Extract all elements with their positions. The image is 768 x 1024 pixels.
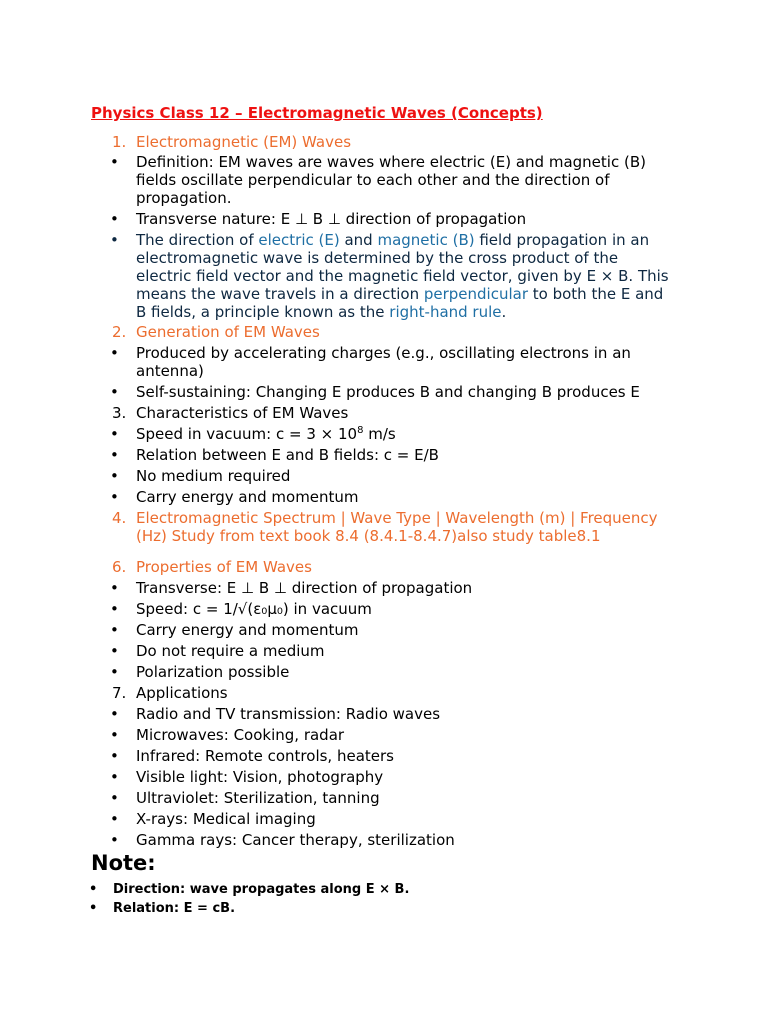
numbered-item <box>0 558 676 576</box>
list-number: 2. <box>112 323 127 341</box>
item-text: Carry energy and momentum <box>136 621 359 639</box>
superscript: 8 <box>357 425 364 436</box>
numbered-item <box>0 684 676 702</box>
item-text: Visible light: Vision, photography <box>136 768 384 786</box>
bullet-marker: • <box>110 789 119 807</box>
item-text: Self-sustaining: Changing E produces B and changing B produces E <box>136 383 640 401</box>
list-number: 7. <box>112 684 127 702</box>
item-text: Definition: EM waves are waves where electric (E) and magnetic (B) fields oscillate perpendicular to each other and the direction of propagation. <box>136 153 646 207</box>
item-text: field propagation in an electromagnetic wave is determined by the cross product of the electric field vector and the magnetic field vector, given by E × B. This means the wave travels in a direction <box>136 231 669 303</box>
item-text: Applications <box>136 684 228 702</box>
item-text: Produced by accelerating charges (e.g., oscillating electrons in an antenna) <box>136 344 631 380</box>
bullet-marker: • <box>110 344 119 362</box>
bullet-marker: • <box>110 663 119 681</box>
item-text: Electromagnetic (EM) Waves <box>136 133 352 151</box>
bullet-marker: • <box>110 231 119 249</box>
item-text: perpendicular <box>423 285 528 303</box>
numbered-item <box>0 323 676 341</box>
bullet-marker: • <box>110 467 119 485</box>
item-text: Do not require a medium <box>136 642 325 660</box>
bullet-item <box>0 231 676 321</box>
item-text: to both the E and B fields, a principle known as the <box>136 285 664 321</box>
item-text: Microwaves: Cooking, radar <box>136 726 345 744</box>
bullet-marker: • <box>110 768 119 786</box>
numbered-item <box>0 509 676 545</box>
item-text: Gamma rays: Cancer therapy, sterilization <box>136 831 455 849</box>
item-text: The direction of <box>136 231 259 249</box>
item-text: magnetic (B) <box>377 231 475 249</box>
bullet-marker: • <box>110 210 119 228</box>
note-text: Relation: E = cB. <box>113 901 236 916</box>
bullet-item <box>0 446 676 464</box>
item-text: and <box>339 231 378 249</box>
bullet-item <box>0 383 676 401</box>
bullet-marker: • <box>110 726 119 744</box>
bullet-marker: • <box>89 901 98 916</box>
note-heading: Note: <box>91 851 156 875</box>
item-text: No medium required <box>136 467 291 485</box>
bullet-item <box>0 425 676 443</box>
bullet-item <box>0 726 676 744</box>
list-number: 6. <box>112 558 127 576</box>
numbered-item <box>0 404 676 422</box>
bullet-item <box>0 344 676 380</box>
numbered-item <box>0 133 676 151</box>
item-text: Speed in vacuum: c = 3 × 10 <box>136 425 358 443</box>
bullet-item <box>0 705 676 723</box>
item-text: Properties of EM Waves <box>136 558 312 576</box>
bullet-item <box>0 663 676 681</box>
list-number: 1. <box>112 133 127 151</box>
bullet-item <box>0 768 676 786</box>
item-text: Carry energy and momentum <box>136 488 359 506</box>
note-text: Direction: wave propagates along E × B. <box>113 882 410 897</box>
bullet-marker: • <box>110 153 119 171</box>
note-item <box>0 880 768 899</box>
item-text: Speed: c = 1/√(ε₀μ₀) in vacuum <box>136 600 372 618</box>
bullet-marker: • <box>110 747 119 765</box>
bullet-item <box>0 210 676 228</box>
item-text: Relation between E and B fields: c = E/B <box>136 446 439 464</box>
item-text: Characteristics of EM Waves <box>136 404 349 422</box>
item-text: Infrared: Remote controls, heaters <box>136 747 394 765</box>
bullet-marker: • <box>110 488 119 506</box>
item-text: . <box>501 303 507 321</box>
bullet-item <box>0 642 676 660</box>
bullet-marker: • <box>110 446 119 464</box>
bullet-marker: • <box>110 425 119 443</box>
item-text: Generation of EM Waves <box>136 323 320 341</box>
item-text: right-hand rule <box>389 303 502 321</box>
bullet-item <box>0 789 676 807</box>
bullet-item <box>0 488 676 506</box>
item-text: Ultraviolet: Sterilization, tanning <box>136 789 380 807</box>
document-title: Physics Class 12 – Electromagnetic Waves (Concepts) <box>91 104 543 122</box>
item-text: Electromagnetic Spectrum | Wave Type | Wavelength (m) | Frequency (Hz) Study from text book 8.4 (8.4.1-8.4.7)also study table8.1 <box>136 509 658 545</box>
bullet-item <box>0 810 676 828</box>
bullet-marker: • <box>110 705 119 723</box>
item-text: Transverse nature: E ⊥ B ⊥ direction of propagation <box>136 210 527 228</box>
note-list <box>0 880 768 918</box>
item-text: X-rays: Medical imaging <box>136 810 316 828</box>
bullet-marker: • <box>110 831 119 849</box>
bullet-marker: • <box>110 579 119 597</box>
note-item <box>0 899 768 918</box>
bullet-marker: • <box>89 882 98 897</box>
bullet-marker: • <box>110 642 119 660</box>
concept-list <box>0 133 768 849</box>
bullet-item <box>0 621 676 639</box>
bullet-marker: • <box>110 600 119 618</box>
bullet-item <box>0 747 676 765</box>
item-text: Radio and TV transmission: Radio waves <box>136 705 441 723</box>
item-text: Polarization possible <box>136 663 290 681</box>
item-text: electric (E) <box>258 231 340 249</box>
bullet-marker: • <box>110 621 119 639</box>
bullet-item <box>0 153 676 207</box>
list-number: 4. <box>112 509 127 527</box>
bullet-item <box>0 831 676 849</box>
item-text: m/s <box>363 425 396 443</box>
bullet-item <box>0 579 676 597</box>
bullet-marker: • <box>110 383 119 401</box>
bullet-item <box>0 600 676 618</box>
list-number: 3. <box>112 404 127 422</box>
bullet-item <box>0 467 676 485</box>
item-text: Transverse: E ⊥ B ⊥ direction of propagation <box>136 579 473 597</box>
bullet-marker: • <box>110 810 119 828</box>
